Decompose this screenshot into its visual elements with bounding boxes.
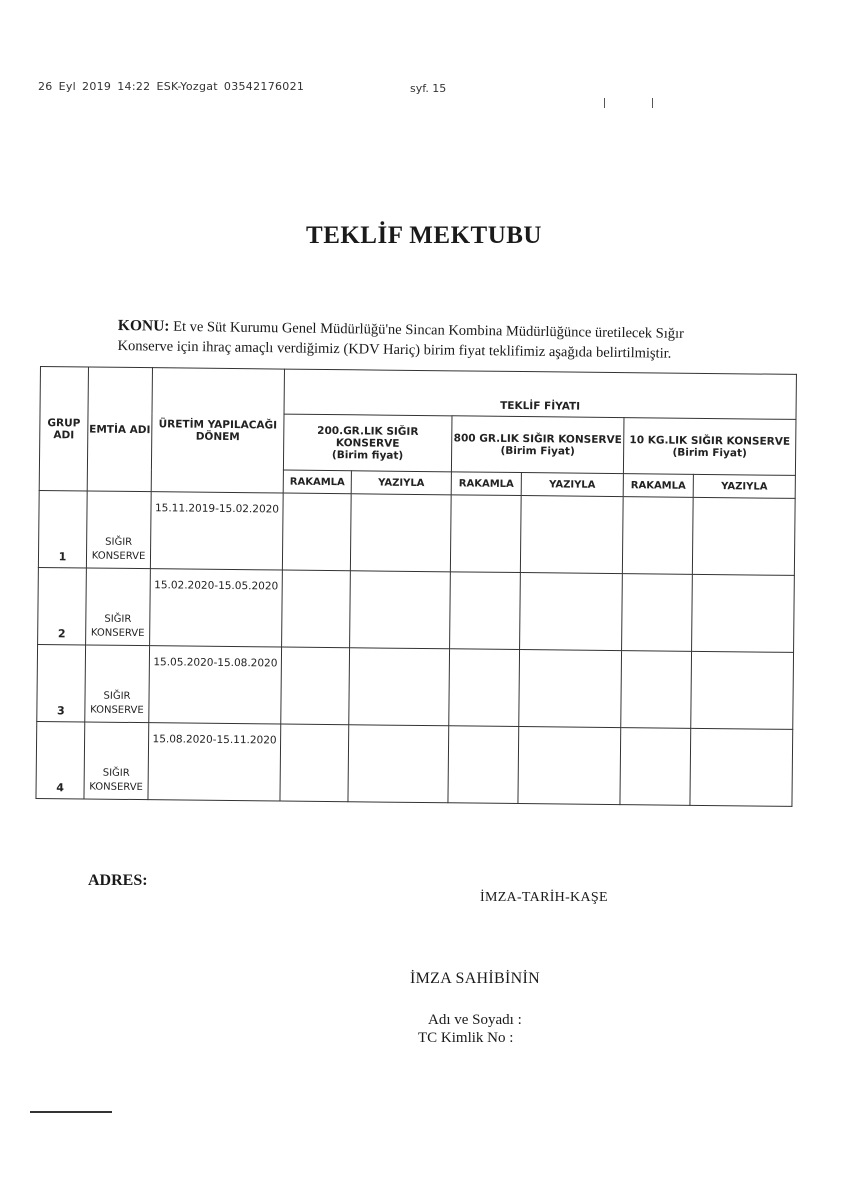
header-teklif-fiyati: TEKLİF FİYATI: [284, 369, 797, 419]
row-number: 3: [37, 644, 86, 721]
price-cell[interactable]: [450, 572, 521, 650]
fax-page-number: syf. 15: [410, 82, 447, 95]
header-grup: GRUP ADI: [39, 367, 88, 491]
emtia-line-2: KONSERVE: [90, 704, 144, 717]
price-cell[interactable]: [692, 574, 795, 652]
row-emtia: [86, 568, 151, 646]
emtia-line-1: SIĞIR: [105, 536, 133, 548]
scan-mark: [604, 98, 605, 108]
row-emtia: [84, 722, 149, 800]
fax-day: 26: [38, 80, 53, 93]
emtia-line-2: KONSERVE: [89, 781, 143, 794]
subject-paragraph: [117, 316, 718, 364]
scan-mark: [652, 98, 653, 108]
emtia-line-1: SIĞIR: [102, 767, 130, 779]
emtia-line-2: KONSERVE: [91, 550, 146, 563]
row-number: 4: [36, 721, 85, 798]
price-cell[interactable]: [449, 649, 520, 727]
name-surname-label: Adı ve Soyadı :: [428, 1012, 522, 1028]
fax-month: Eyl: [58, 80, 77, 93]
signature-date-stamp-label: İMZA-TARİH-KAŞE: [480, 890, 608, 905]
tc-id-label: TC Kimlik No :: [418, 1030, 514, 1046]
table-row: [37, 644, 794, 729]
emtia-line-1: SIĞIR: [104, 613, 132, 625]
table-row: [38, 490, 795, 575]
price-cell[interactable]: [691, 651, 794, 729]
price-cell[interactable]: [621, 651, 692, 729]
price-cell[interactable]: [622, 497, 693, 575]
row-number: 2: [38, 567, 87, 644]
fax-phone: 03542176021: [223, 80, 305, 93]
subheader-yaziyla: YAZIYLA: [351, 471, 451, 495]
row-emtia: [86, 491, 151, 569]
row-donem: 15.02.2020-15.05.2020: [150, 569, 283, 647]
price-cell[interactable]: [282, 570, 351, 648]
price-cell[interactable]: [282, 493, 351, 571]
price-cell[interactable]: [350, 494, 451, 572]
header-product-200gr: [283, 414, 452, 472]
price-cell[interactable]: [450, 495, 521, 573]
row-donem: 15.11.2019-15.02.2020: [150, 492, 283, 570]
price-cell[interactable]: [350, 571, 451, 649]
page-title: TEKLİF MEKTUBU: [306, 222, 542, 249]
row-number: 1: [38, 490, 87, 567]
offer-table-wrapper: [35, 366, 795, 807]
price-cell[interactable]: [280, 724, 349, 802]
header-product-10kg: [623, 418, 796, 476]
signatory-heading: İMZA SAHİBİNİN: [410, 970, 540, 987]
subheader-rakamla: RAKAMLA: [451, 472, 521, 496]
subheader-yaziyla: YAZIYLA: [521, 473, 623, 497]
price-cell[interactable]: [692, 497, 795, 575]
price-cell[interactable]: [281, 647, 350, 725]
row-donem: 15.05.2020-15.08.2020: [149, 646, 282, 724]
subheader-rakamla: RAKAMLA: [623, 474, 693, 498]
product-note: (Birim Fiyat): [500, 444, 575, 458]
row-donem: 15.08.2020-15.11.2020: [148, 723, 281, 801]
price-cell[interactable]: [349, 648, 450, 726]
price-cell[interactable]: [690, 728, 793, 806]
header-product-800gr: [451, 416, 624, 474]
table-row: [38, 567, 795, 652]
price-cell[interactable]: [348, 725, 449, 803]
row-emtia: [85, 645, 150, 723]
fax-sender: ESK-Yozgat: [156, 80, 218, 93]
price-cell[interactable]: [518, 727, 621, 805]
subject-label: KONU:: [117, 316, 170, 335]
fax-time: 14:22: [117, 80, 151, 93]
price-cell[interactable]: [622, 574, 693, 652]
fax-header: [38, 80, 310, 93]
subheader-rakamla: RAKAMLA: [283, 470, 351, 494]
table-row: [36, 721, 793, 806]
product-name: 10 KG.LIK SIĞIR KONSERVE: [629, 433, 791, 448]
product-name: 200.GR.LIK SIĞIR KONSERVE: [317, 424, 419, 450]
product-note: (Birim Fiyat): [672, 446, 747, 459]
footer-rule: [30, 1111, 112, 1113]
fax-year: 2019: [82, 80, 112, 93]
subject-line-2: Konserve için ihraç amaçlı verdiğimiz (KDV Hariç) birim fiyat teklifimiz aşağıda belirtilmiştir.: [117, 337, 672, 362]
header-emtia: EMTİA ADI: [87, 367, 152, 492]
subject-line-1: Et ve Süt Kurumu Genel Müdürlüğü'ne Sincan Kombina Müdürlüğünce üretilecek Sığır: [173, 318, 685, 342]
subheader-yaziyla: YAZIYLA: [693, 474, 795, 498]
address-label: ADRES:: [88, 872, 148, 889]
product-note: (Birim fiyat): [331, 448, 404, 462]
price-cell[interactable]: [520, 573, 623, 651]
price-cell[interactable]: [520, 496, 623, 574]
price-cell[interactable]: [519, 650, 622, 728]
header-donem: ÜRETİM YAPILACAĞI DÖNEM: [151, 368, 284, 493]
emtia-line-1: SIĞIR: [103, 690, 131, 702]
price-cell[interactable]: [448, 726, 519, 804]
price-cell[interactable]: [620, 728, 691, 806]
emtia-line-2: KONSERVE: [90, 627, 145, 640]
product-name: 800 GR.LIK SIĞIR KONSERVE: [453, 431, 622, 446]
offer-table: [35, 366, 797, 807]
